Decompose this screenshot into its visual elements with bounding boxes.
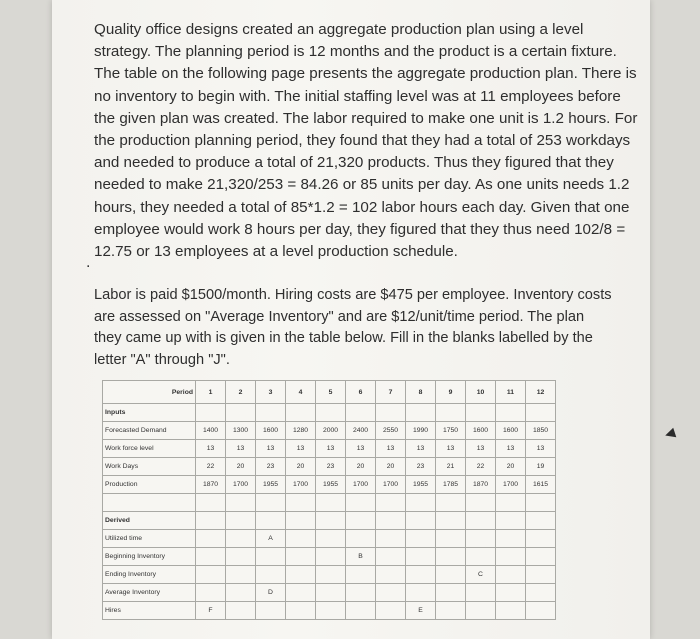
empty-cell [436, 512, 466, 530]
period-number: 6 [346, 381, 376, 404]
blank-cell [196, 566, 226, 584]
empty-cell [466, 404, 496, 422]
blank-cell [436, 566, 466, 584]
blank-cell [496, 530, 526, 548]
table-cell: 21 [436, 458, 466, 476]
table-cell: 1870 [466, 476, 496, 494]
table-row [103, 566, 556, 584]
row-label: Average Inventory [103, 584, 196, 602]
blank-cell [526, 530, 556, 548]
blank-cell [376, 530, 406, 548]
table-cell: 13 [496, 440, 526, 458]
table-cell: 1870 [196, 476, 226, 494]
table-cell: 13 [436, 440, 466, 458]
table-cell: 20 [376, 458, 406, 476]
blank-cell [526, 602, 556, 620]
period-number: 2 [226, 381, 256, 404]
table-cell: 1600 [466, 422, 496, 440]
blank-cell [466, 584, 496, 602]
blank-cell [316, 548, 346, 566]
table-cell: 13 [466, 440, 496, 458]
empty-cell [376, 512, 406, 530]
table-cell: 13 [316, 440, 346, 458]
blank-cell [436, 530, 466, 548]
table-cell: 1700 [226, 476, 256, 494]
blank-cell [316, 584, 346, 602]
period-number: 11 [496, 381, 526, 404]
row-label: Work Days [103, 458, 196, 476]
table-cell: 1700 [376, 476, 406, 494]
blank-cell [286, 602, 316, 620]
empty-cell [196, 512, 226, 530]
blank-cell [346, 602, 376, 620]
table-cell: 1400 [196, 422, 226, 440]
empty-cell [226, 404, 256, 422]
derived-section-label: Derived [103, 512, 196, 530]
blank-cell: C [466, 566, 496, 584]
table-cell: 20 [226, 458, 256, 476]
table-cell: 1955 [316, 476, 346, 494]
blank-cell [196, 548, 226, 566]
blank-cell [466, 602, 496, 620]
empty-cell [496, 404, 526, 422]
blank-cell [406, 584, 436, 602]
empty-cell [316, 494, 346, 512]
empty-cell [346, 404, 376, 422]
blank-cell [436, 584, 466, 602]
table-cell: 1600 [496, 422, 526, 440]
table-cell: 19 [526, 458, 556, 476]
problem-paragraph: Quality office designs created an aggregate production plan using a level strategy. The planning period is 12 months and the product is a certain fixture. The table on the following page presents the aggregate production plan. There is no inventory to begin with. The initial staffing level was at 11 employees before the given plan was created. The labor required to make one unit is 1.2 hours. For the production planning period, they found that they had a total of 253 workdays and needed to produce a total of 21,320 products. Thus they figured that they needed to make 21,320/253 = 84.26 or 85 units per day. As one units needs 1.2 hours, they needed a total of 85*1.2 = 102 labor hours each day. Given that one employee would work 8 hours per day, they figured that they thus need 102/8 = 12.75 or 13 employees at a level production schedule. [94, 21, 638, 261]
table-cell: 1300 [226, 422, 256, 440]
blank-cell [256, 566, 286, 584]
blank-cell [226, 584, 256, 602]
table-cell: 1280 [286, 422, 316, 440]
blank-cell [256, 548, 286, 566]
blank-cell [316, 602, 346, 620]
empty-cell [286, 404, 316, 422]
period-number: 9 [436, 381, 466, 404]
blank-cell [196, 584, 226, 602]
period-number: 3 [256, 381, 286, 404]
blank-cell: B [346, 548, 376, 566]
empty-cell [316, 512, 346, 530]
table-cell: 13 [226, 440, 256, 458]
row-label: Utilized time [103, 530, 196, 548]
blank-cell [346, 566, 376, 584]
period-number: 4 [286, 381, 316, 404]
blank-cell [436, 602, 466, 620]
row-label: Forecasted Demand [103, 422, 196, 440]
table-row [103, 548, 556, 566]
table-row [103, 458, 556, 476]
table-cell: 1955 [256, 476, 286, 494]
blank-cell [226, 566, 256, 584]
empty-cell [496, 494, 526, 512]
empty-cell [466, 494, 496, 512]
row-label: Work force level [103, 440, 196, 458]
blank-cell [376, 602, 406, 620]
blank-cell: E [406, 602, 436, 620]
blank-cell [526, 566, 556, 584]
empty-cell [226, 494, 256, 512]
row-label: Hires [103, 602, 196, 620]
empty-cell [346, 494, 376, 512]
empty-cell [256, 512, 286, 530]
blank-cell: A [256, 530, 286, 548]
empty-cell [196, 404, 226, 422]
table-cell: 1600 [256, 422, 286, 440]
blank-cell [406, 548, 436, 566]
empty-cell [316, 404, 346, 422]
table-row [103, 584, 556, 602]
inputs-section-label: Inputs [103, 404, 196, 422]
table-cell: 2000 [316, 422, 346, 440]
blank-cell [496, 566, 526, 584]
blank-cell [376, 548, 406, 566]
blank-cell [286, 530, 316, 548]
table-cell: 22 [196, 458, 226, 476]
empty-cell [226, 512, 256, 530]
empty-cell [376, 494, 406, 512]
period-header: Period [103, 381, 196, 404]
table-cell: 13 [286, 440, 316, 458]
table-row [103, 530, 556, 548]
mouse-pointer-icon [664, 428, 677, 441]
blank-cell [376, 566, 406, 584]
blank-cell [256, 602, 286, 620]
empty-cell [376, 404, 406, 422]
table-cell: 13 [406, 440, 436, 458]
table-cell: 1750 [436, 422, 466, 440]
blank-cell [196, 530, 226, 548]
empty-cell [526, 404, 556, 422]
section-row-derived [103, 512, 556, 530]
blank-cell [376, 584, 406, 602]
table-cell: 23 [256, 458, 286, 476]
table-cell: 23 [316, 458, 346, 476]
empty-cell [256, 494, 286, 512]
blank-cell [466, 530, 496, 548]
table-cell: 23 [406, 458, 436, 476]
blank-cell [226, 530, 256, 548]
instructions-paragraph: Labor is paid $1500/month. Hiring costs are $475 per employee. Inventory costs are assessed on "Average Inventory" and are $12/unit/time period. The plan they came up with is given in the table below. Fill in the blanks labelled by the letter "A" through "J". [94, 287, 612, 368]
blank-cell [406, 530, 436, 548]
empty-cell [466, 512, 496, 530]
blank-cell [496, 602, 526, 620]
period-number: 10 [466, 381, 496, 404]
table-cell: 13 [346, 440, 376, 458]
row-label: Ending Inventory [103, 566, 196, 584]
empty-cell [406, 404, 436, 422]
table-cell: 1700 [496, 476, 526, 494]
table-cell: 1990 [406, 422, 436, 440]
table-cell: 20 [286, 458, 316, 476]
table-cell: 1785 [436, 476, 466, 494]
table-cell: 20 [346, 458, 376, 476]
blank-cell [466, 548, 496, 566]
blank-cell: F [196, 602, 226, 620]
empty-cell [436, 404, 466, 422]
table-row [103, 602, 556, 620]
empty-cell [526, 512, 556, 530]
table-cell: 22 [466, 458, 496, 476]
table-cell: 1850 [526, 422, 556, 440]
blank-cell [226, 548, 256, 566]
empty-cell [496, 512, 526, 530]
table-row [103, 476, 556, 494]
blank-cell [286, 584, 316, 602]
row-label: Production [103, 476, 196, 494]
table-cell: 2550 [376, 422, 406, 440]
table-cell: 1700 [346, 476, 376, 494]
empty-cell [286, 512, 316, 530]
blank-cell [406, 566, 436, 584]
empty-cell [196, 494, 226, 512]
blank-cell [316, 530, 346, 548]
blank-cell [316, 566, 346, 584]
table-cell: 1700 [286, 476, 316, 494]
empty-cell [526, 494, 556, 512]
document-page [52, 0, 650, 639]
period-number: 8 [406, 381, 436, 404]
empty-cell [406, 512, 436, 530]
table-cell: 13 [526, 440, 556, 458]
table-row [103, 422, 556, 440]
blank-cell [346, 584, 376, 602]
production-plan-table [102, 380, 556, 620]
empty-cell [346, 512, 376, 530]
bullet-mark: . [86, 254, 91, 271]
blank-cell [526, 548, 556, 566]
period-number: 1 [196, 381, 226, 404]
blank-cell [496, 548, 526, 566]
table-header-row [103, 381, 556, 404]
table-cell: 1615 [526, 476, 556, 494]
period-number: 12 [526, 381, 556, 404]
empty-cell [406, 494, 436, 512]
empty-cell [286, 494, 316, 512]
spacer-row [103, 494, 556, 512]
blank-cell [496, 584, 526, 602]
table-cell: 20 [496, 458, 526, 476]
table-cell: 13 [256, 440, 286, 458]
period-number: 7 [376, 381, 406, 404]
blank-cell [286, 548, 316, 566]
empty-cell [103, 494, 196, 512]
table-cell: 1955 [406, 476, 436, 494]
blank-cell [526, 584, 556, 602]
table-cell: 2400 [346, 422, 376, 440]
blank-cell [226, 602, 256, 620]
blank-cell [346, 530, 376, 548]
period-number: 5 [316, 381, 346, 404]
blank-cell [286, 566, 316, 584]
empty-cell [436, 494, 466, 512]
table-row [103, 440, 556, 458]
empty-cell [256, 404, 286, 422]
blank-cell: D [256, 584, 286, 602]
row-label: Beginning Inventory [103, 548, 196, 566]
section-row-inputs [103, 404, 556, 422]
table-cell: 13 [196, 440, 226, 458]
table-cell: 13 [376, 440, 406, 458]
blank-cell [436, 548, 466, 566]
